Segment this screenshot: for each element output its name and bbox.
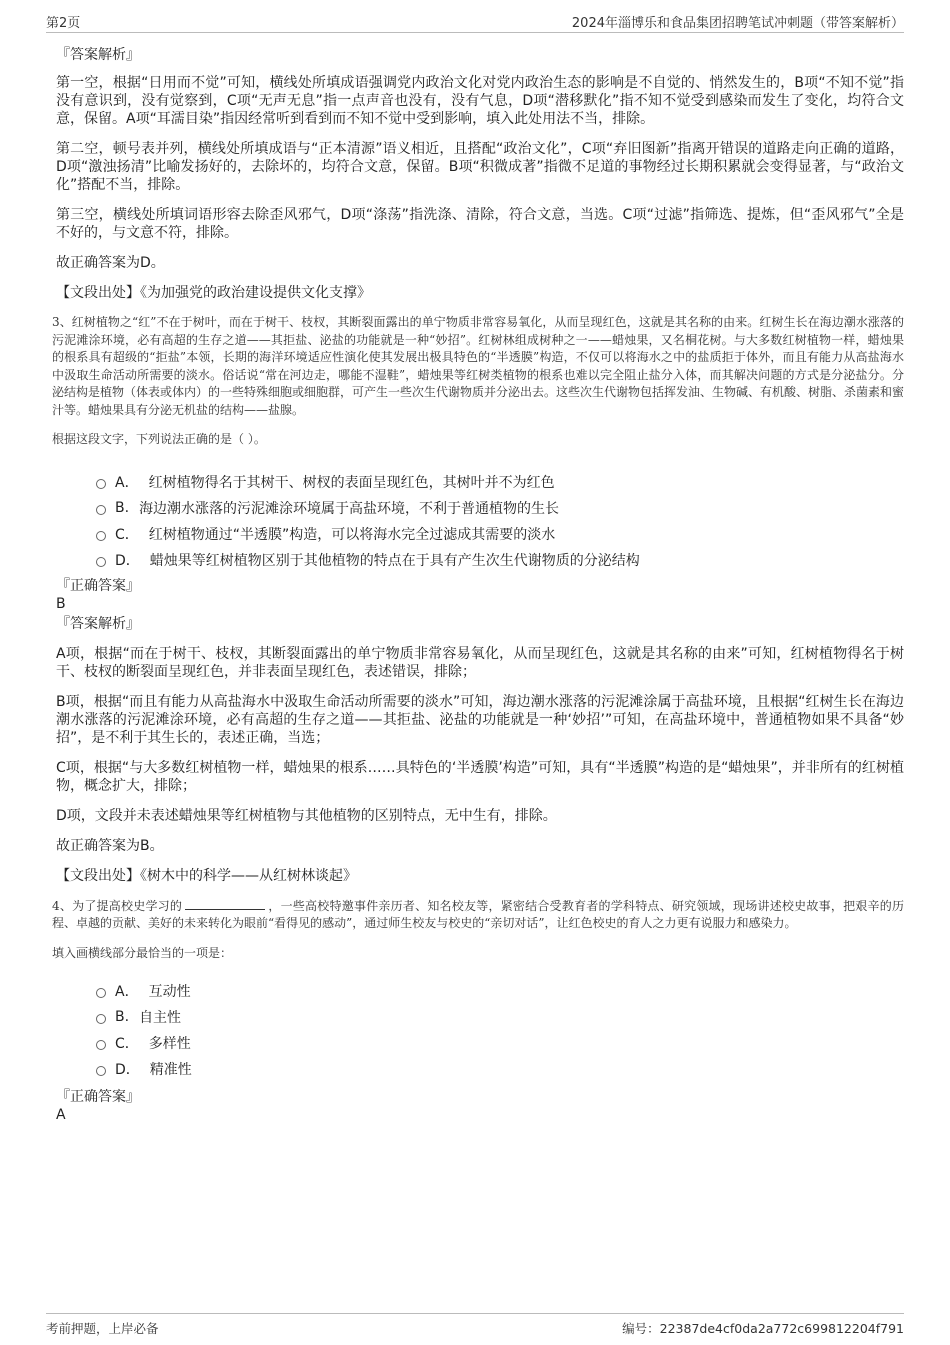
page-content <box>52 44 905 1124</box>
q4-option-b[interactable] <box>96 1004 904 1030</box>
radio-button[interactable] <box>96 505 106 515</box>
q4-passage-rest: ，一些高校特邀事件亲历者、知名校友等，紧密结合受教育者的学科特点、研究领域，现场讲述校史故事，把艰辛的历程、卓越的贡献、美好的未来转化为眼前“看得见的感动”，通过师生校友与校史的“亲切对话”，让红色校史的育人之力更有说服力和感染力。 <box>52 898 904 930</box>
q3-passage: 3、红树植物之“红”不在于树叶，而在于树干、枝杈，其断裂面露出的单宁物质非常容易氧化，从而呈现红色，这就是其名称的由来。红树生长在海边潮水涨落的污泥滩涂环境，必有高超的生存之道——其拒盐、泌盐的功能就是一种“妙招”。红树林组成树种之一——蜡烛果，又名桐花树。与大多数红树植物一样，蜡烛果的根系具有超级的“拒盐”本领，长期的海洋环境适应性演化使其发展出极具特色的“半透膜”构造，不仅可以将海水之中的盐质拒于体外，而且有能力从高盐海水中汲取生命活动所需要的淡水。俗话说“常在河边走，哪能不湿鞋”，蜡烛果等红树类植物的根系也难以完全阻止盐分入体，而其解决问题的方式是分泌盐分。分泌结构是植物（体表或体内）的一些特殊细胞或细胞群，可产生一些次生代谢物质并分泌出去。这些次生代谢物包括挥发油、生物碱、有机酸、树脂、杀菌素和蜜汁等。蜡烛果具有分泌无机盐的结构——盐腺。 <box>52 315 905 417</box>
radio-button[interactable] <box>96 557 106 567</box>
q3-prompt: 根据这段文字，下列说法正确的是（ ）。 <box>52 432 266 446</box>
option-text: 红树植物得名于其树干、树杈的表面呈现红色，其树叶并不为红色 <box>148 474 555 491</box>
q2-analysis-para-1: 第一空，根据“日用而不觉”可知，横线处所填成语强调党内政治文化对党内政治生态的影响是不自觉的、悄然发生的，B项“不知不觉”指没有意识到，没有觉察到，C项“无声无息”指一点声音也没有，没有气息，D项“潜移默化”指不知不觉受到感染而发生了变化，均符合文意，保留。A项“耳濡目染”指因经常听到看到而不知不觉中受到影响，填入此处用法不当，排除。 <box>56 75 904 127</box>
option-text: 自主性 <box>139 1010 182 1026</box>
q2-analysis-label: 『答案解析』 <box>56 47 140 63</box>
q2-analysis-para-2: 第二空，顿号表并列，横线处所填成语与“正本清源”语义相近，且搭配“政治文化”，C项“弃旧图新”指离开错误的道路走向正确的道路，D项“激浊扬清”比喻发扬好的，去除坏的，均符合文意，保留。B项“积微成著”指微不足道的事物经过长期积累就会变得显著，与“政治文化”搭配不当，排除。 <box>56 141 904 193</box>
q4-option-a[interactable] <box>96 978 904 1004</box>
radio-button[interactable] <box>96 1066 106 1076</box>
q4-passage <box>52 897 904 933</box>
option-letter: B. <box>115 499 130 516</box>
fill-blank <box>185 897 265 910</box>
radio-button[interactable] <box>96 1014 106 1024</box>
option-letter: B. <box>115 1009 130 1025</box>
option-text: 互动性 <box>148 984 191 1000</box>
q4-option-d[interactable] <box>96 1056 904 1082</box>
option-text: 海边潮水涨落的污泥滩涂环境属于高盐环境，不利于普通植物的生长 <box>139 500 560 517</box>
q3-analysis-label: 『答案解析』 <box>56 615 140 632</box>
q3-analysis-b: B项，根据“而且有能力从高盐海水中汲取生命活动所需要的淡水”可知，海边潮水涨落的污泥滩涂属于高盐环境，且根据“红树生长在海边潮水涨落的污泥滩涂环境，必有高超的生存之道——其拒盐、泌盐的功能就是一种‘妙招’”可知，在高盐环境中，普通植物如果不具备“妙招”，是不利于其生长的，表述正确，当选； <box>56 693 904 746</box>
option-letter: C． <box>115 1036 139 1052</box>
q3-option-a[interactable] <box>96 469 904 495</box>
q3-conclusion: 故正确答案为B。 <box>56 837 164 854</box>
option-letter: D． <box>115 552 140 569</box>
option-letter: D． <box>115 1062 140 1078</box>
radio-button[interactable] <box>96 988 106 998</box>
option-text: 多样性 <box>148 1036 191 1052</box>
q4-option-c[interactable] <box>96 1030 904 1056</box>
radio-button[interactable] <box>96 479 106 489</box>
q2-analysis-para-3: 第三空，横线处所填词语形容去除歪风邪气，D项“涤荡”指洗涤、清除，符合文意，当选。C项“过滤”指筛选、提炼，但“歪风邪气”全是不好的，与文意不符，排除。 <box>56 207 904 241</box>
radio-button[interactable] <box>96 531 106 541</box>
page-number: 第2页 <box>46 16 81 31</box>
q3-analysis-a: A项，根据“而在于树干、枝杈，其断裂面露出的单宁物质非常容易氧化，从而呈现红色，这就是其名称的由来”可知，红树植物得名于树干、枝杈的断裂面呈现红色，并非表面呈现红色，表述错误，排除； <box>56 645 904 680</box>
q3-analysis-d: D项，文段并未表述蜡烛果等红树植物与其他植物的区别特点，无中生有，排除。 <box>56 807 557 824</box>
q4-correct-label: 『正确答案』 <box>56 1089 140 1105</box>
document-title: 2024年淄博乐和食品集团招聘笔试冲刺题（带答案解析） <box>571 16 904 31</box>
q3-options <box>96 469 904 573</box>
q2-source: 【文段出处】《为加强党的政治建设提供文化支撑》 <box>56 285 371 301</box>
q3-option-b[interactable] <box>96 495 904 521</box>
q2-conclusion: 故正确答案为D。 <box>56 255 165 271</box>
q3-correct-answer: B <box>56 595 66 612</box>
option-letter: C． <box>115 526 139 543</box>
q3-analysis-c: C项，根据“与大多数红树植物一样，蜡烛果的根系……具特色的‘半透膜’构造”可知，具有“半透膜”构造的是“蜡烛果”，并非所有的红树植物，概念扩大，排除； <box>56 759 904 794</box>
option-text: 红树植物通过“半透膜”构造，可以将海水完全过滤成其需要的淡水 <box>148 526 556 543</box>
page-footer <box>46 1313 904 1336</box>
q4-correct-answer: A <box>56 1107 66 1123</box>
q3-option-c[interactable] <box>96 521 904 547</box>
q4-options <box>96 978 904 1082</box>
page-header <box>46 10 904 33</box>
q3-correct-label: 『正确答案』 <box>56 577 140 594</box>
footer-slogan: 考前押题，上岸必备 <box>46 1321 159 1336</box>
option-text: 蜡烛果等红树植物区别于其他植物的特点在于具有产生次生代谢物质的分泌结构 <box>149 552 640 569</box>
document-code: 编号：22387de4cf0da2a772c699812204f791 <box>622 1321 904 1336</box>
q4-passage-start: 4、为了提高校史学习的 <box>52 898 183 913</box>
option-text: 精准性 <box>149 1062 192 1078</box>
q3-source: 【文段出处】《树木中的科学——从红树林谈起》 <box>56 867 357 884</box>
q4-prompt: 填入画横线部分最恰当的一项是： <box>52 945 233 960</box>
option-letter: A． <box>115 474 139 491</box>
radio-button[interactable] <box>96 1040 106 1050</box>
q3-option-d[interactable] <box>96 547 904 573</box>
option-letter: A． <box>115 984 139 1000</box>
